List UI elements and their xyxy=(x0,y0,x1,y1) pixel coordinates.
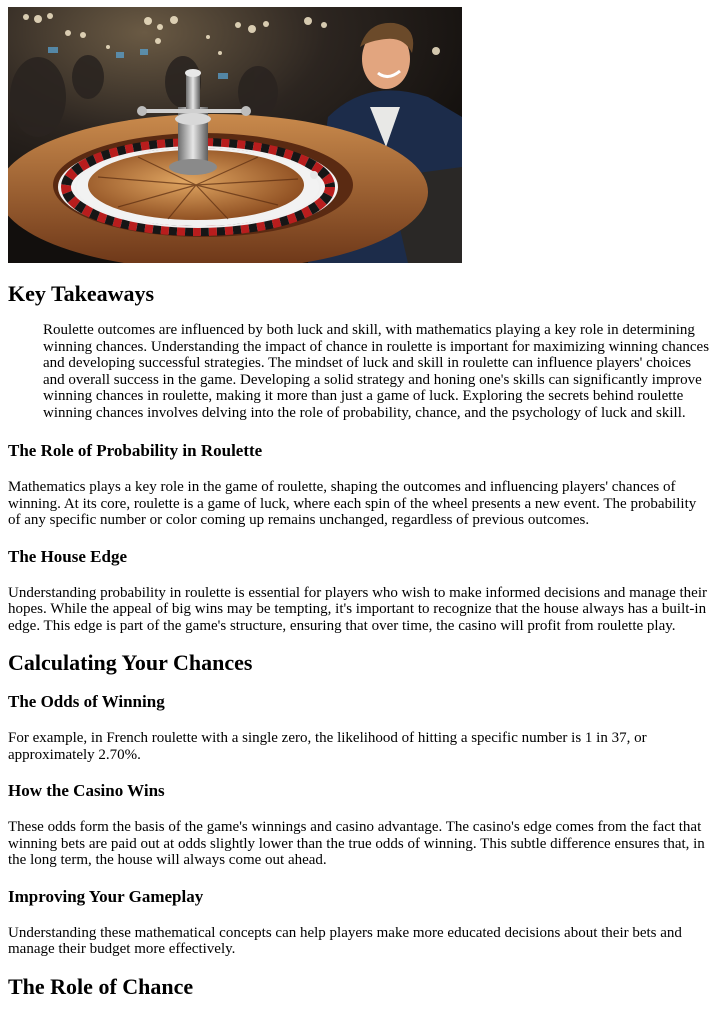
house-edge-paragraph: Understanding probability in roulette is essential for players who wish to make informed decisions and manage their hopes. While the appeal of big wins may be tempting, it's important to recognize that the house always has a built-in edge. This edge is part of the game's structure, ensuring that over time, the casino will profit from roulette play. xyxy=(8,584,707,634)
role-of-chance-heading: The Role of Chance xyxy=(8,973,194,999)
probability-heading: The Role of Probability in Roulette xyxy=(8,441,263,460)
calculating-chances-heading: Calculating Your Chances xyxy=(8,650,253,675)
probability-paragraph: Mathematics plays a key role in the game of roulette, shaping the outcomes and influencing players' chances of winning. At its core, roulette is a game of luck, where each spin of the wheel presents a new event. The probability of any specific number or color coming up remains unchanged, regardless of previous outcomes. xyxy=(8,479,697,528)
improving-heading: Improving Your Gameplay xyxy=(8,886,204,906)
casino-wins-heading: How the Casino Wins xyxy=(8,781,165,800)
odds-heading: The Odds of Winning xyxy=(8,692,165,711)
key-takeaways-quote: Roulette outcomes are influenced by both luck and skill, with mathematics playing a key role in determining winning chances. Understanding the impact of chance in roulette is important for maximizing winning chances and developing successful strategies. The mindset of luck and skill in roulette can influence players' choices and overall success in the game. Developing a solid strategy and honing one's skills can significantly improve winning chances in roulette, making it more than just a game of luck. Exploring the secrets behind roulette winning chances involves delving into the role of probability, chance, and the psychology of luck and skill. xyxy=(43,322,710,421)
odds-paragraph: For example, in French roulette with a single zero, the likelihood of hitting a specific number is 1 in 37, or approximately 2.70%. xyxy=(8,730,647,763)
improving-paragraph: Understanding these mathematical concepts can help players make more educated decisions about their bets and manage their budget more effectively. xyxy=(8,924,682,957)
key-takeaways-heading: Key Takeaways xyxy=(8,281,155,306)
casino-wins-paragraph: These odds form the basis of the game's winnings and casino advantage. The casino's edge comes from the fact that winning bets are paid out at odds slightly lower than the true odds of winning. This subtle difference ensures that, in the long term, the house will always come out ahead. xyxy=(8,819,705,868)
roulette-wheel-photo-icon xyxy=(8,7,462,263)
house-edge-heading: The House Edge xyxy=(8,546,128,566)
hero-image xyxy=(8,7,462,263)
